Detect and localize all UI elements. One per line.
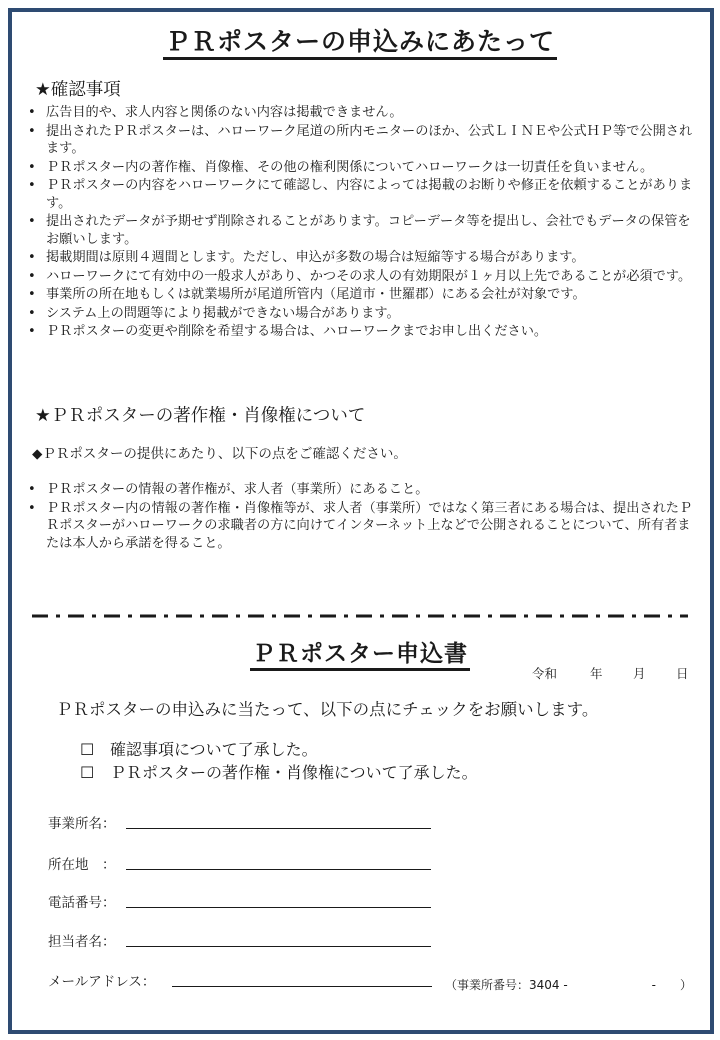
copyright-list (26, 481, 698, 553)
confirmation-list (26, 104, 698, 342)
email-field[interactable] (172, 986, 432, 987)
cut-line (32, 614, 688, 618)
list-item: • ＰＲポスター内の情報の著作権・肖像権等が、求人者（事業所）ではなく第三者にある場合は、提出されたＰＲポスターがハローワークの求職者の方に向けてインターネット上などで公開されることについて、所有者または本人から承諾を得ること。 (26, 500, 698, 553)
phone-label: 電話番号： (48, 895, 116, 911)
checkbox-icon[interactable]: ☐ (80, 763, 95, 782)
date-day: 日 (676, 666, 689, 681)
list-item: • ハローワークにて有効中の一般求人があり、かつその求人の有効期限が１ヶ月以上先であることが必須です。 (26, 268, 698, 286)
confirmation-heading: ★確認事項 (35, 80, 121, 100)
list-item: • 事業所の所在地もしくは就業場所が尾道所管内（尾道市・世羅郡）にある会社が対象です。 (26, 286, 698, 304)
list-item: • ＰＲポスターの情報の著作権が、求人者（事業所）にあること。 (26, 481, 698, 499)
check-label: ＰＲポスターの著作権・肖像権について了承した。 (110, 763, 478, 782)
list-item: • 提出されたデータが予期せず削除されることがあります。コピーデータ等を提出し、会社でもデータの保管をお願いします。 (26, 213, 698, 248)
copyright-note: ◆ＰＲポスターの提供にあたり、以下の点をご確認ください。 (32, 446, 407, 462)
contact-person-field[interactable] (126, 946, 431, 947)
list-item: • ＰＲポスターの変更や削除を希望する場合は、ハローワークまでお申し出ください。 (26, 323, 698, 341)
page-title: ＰＲポスターの申込みにあたって (0, 22, 720, 58)
address-label: 所在地 ： (48, 857, 116, 873)
list-item: • システム上の問題等により掲載ができない場合があります。 (26, 305, 698, 323)
company-name-label: 事業所名： (48, 816, 116, 832)
check-item[interactable] (80, 760, 478, 783)
list-item: • ＰＲポスターの内容をハローワークにて確認し、内容によっては掲載のお断りや修正を依頼することがあります。 (26, 177, 698, 212)
form-title: ＰＲポスター申込書 (0, 635, 720, 668)
check-label: 確認事項について了承した。 (110, 740, 318, 759)
check-instruction: ＰＲポスターの申込みに当たって、以下の点にチェックをお願いします。 (56, 700, 599, 719)
date-era: 令和 (532, 666, 558, 681)
list-item: • 広告目的や、求人内容と関係のない内容は掲載できません。 (26, 104, 698, 122)
date-line (532, 664, 689, 682)
copyright-heading: ★ＰＲポスターの著作権・肖像権について (35, 406, 366, 426)
checkbox-icon[interactable]: ☐ (80, 740, 95, 759)
date-year: 年 (590, 666, 603, 681)
list-item: • ＰＲポスター内の著作権、肖像権、その他の権利関係についてハローワークは一切責任を負いません。 (26, 159, 698, 177)
date-month: 月 (633, 666, 646, 681)
list-item: • 提出されたＰＲポスターは、ハローワーク尾道の所内モニターのほか、公式ＬＩＮＥや公式ＨＰ等で公開されます。 (26, 123, 698, 158)
contact-person-label: 担当者名： (48, 934, 116, 950)
list-item: • 掲載期間は原則４週間とします。ただし、申込が多数の場合は短縮等する場合があります。 (26, 249, 698, 267)
company-name-field[interactable] (126, 828, 431, 829)
email-label: メールアドレス： (48, 974, 156, 990)
phone-field[interactable] (126, 907, 431, 908)
check-item[interactable] (80, 737, 318, 760)
address-field[interactable] (126, 869, 431, 870)
office-number: （事業所番号：3404 - - ） (445, 978, 693, 992)
